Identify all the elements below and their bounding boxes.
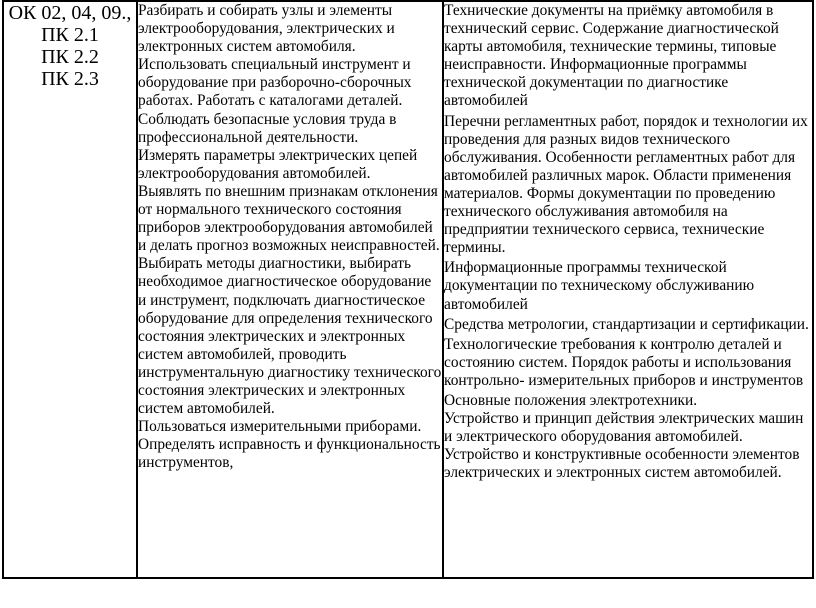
skill-paragraph: Измерять параметры электрических цепей электрооборудования автомобилей. xyxy=(138,146,418,182)
knowledge-paragraph: Технические документы на приёмку автомобиля в технический сервис. Содержание диагностической карты автомобиля, технические термины, типовые неисправности. Информационные программы технической документации по диагностике автомобилей xyxy=(444,2,779,110)
skill-paragraph: Выявлять по внешним признакам отклонения от нормального технического состояния приборов электрооборудования автомобилей и делать прогноз возможных неисправностей. xyxy=(138,182,440,255)
code-line: ПК 2.3 xyxy=(41,68,99,90)
knowledge-paragraph: Технологические требования к контролю деталей и состоянию систем. Порядок работы и использования контрольно- измерительных приборов и инструментов xyxy=(444,335,804,389)
skill-paragraph: Разбирать и собирать узлы и элементы электрооборудования, электрических и электронных систем автомобиля. xyxy=(138,2,395,56)
knowledge-paragraph: Средства метрологии, стандартизации и сертификации. xyxy=(444,315,809,333)
codes-cell xyxy=(3,1,137,578)
knowledge-paragraph: Информационные программы технической документации по техническому обслуживанию автомобилей xyxy=(444,259,755,313)
knowledge-paragraph: Основные положения электротехники. xyxy=(444,391,698,409)
skill-paragraph: Выбирать методы диагностики, выбирать необходимое диагностическое оборудование и инструмент, подключать диагностическое оборудование для определения технического состояния электрических и электронных систем автомобилей, проводить инструментальную диагностику технического состояния электрических и электронных систем автомобилей. xyxy=(138,255,442,418)
knowledge-paragraph: Перечни регламентных работ, порядок и технологии их проведения для разных видов технического обслуживания. Особенности регламентных работ для автомобилей различных марок. Области применения материалов. Формы документации по проведению технического обслуживания автомобиля на предприятии технического сервиса, технические термины. xyxy=(444,112,808,257)
code-line: ПК 2.1 xyxy=(41,24,99,46)
code-line: ПК 2.2 xyxy=(41,46,99,68)
skill-paragraph: Пользоваться измерительными приборами. Определять исправность и функциональность инструментов, xyxy=(138,418,441,472)
knowledge-paragraph: Устройство и принцип действия электрических машин и электрического оборудования автомобилей. Устройство и конструктивные особенности элементов электрических и электронных систем автомобилей. xyxy=(444,410,804,482)
knowledge-cell xyxy=(443,1,813,578)
table-row xyxy=(3,1,813,578)
skills-cell xyxy=(137,1,443,578)
competency-table xyxy=(2,0,814,579)
skill-paragraph: Соблюдать безопасные условия труда в профессиональной деятельности. xyxy=(138,110,397,146)
skill-paragraph: Использовать специальный инструмент и оборудование при разборочно-сборочных работах. Работать с каталогами деталей. xyxy=(138,56,412,110)
code-line: ОК 02, 04, 09., xyxy=(8,2,132,24)
